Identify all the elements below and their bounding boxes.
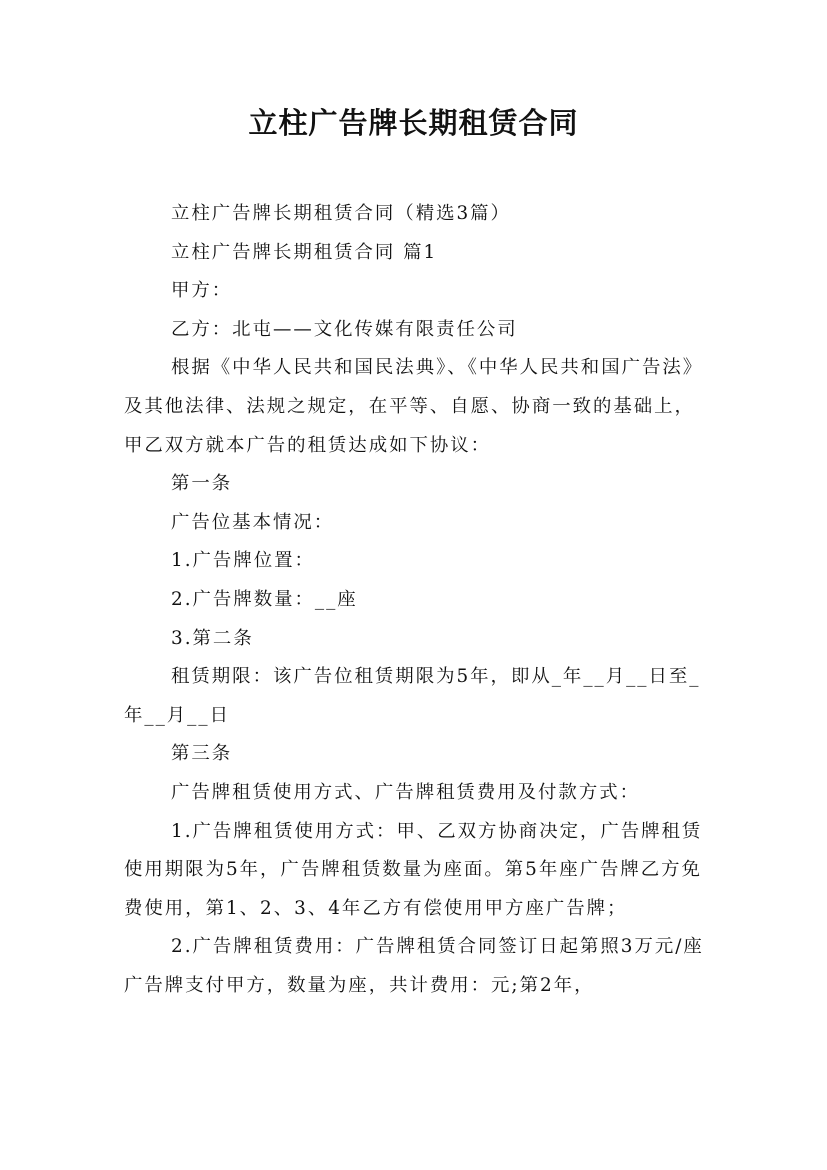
paragraph: 2.广告牌数量：__座 (171, 588, 358, 610)
paragraph: 乙方：北屯——文化传媒有限责任公司 (171, 318, 518, 340)
document-title: 立柱广告牌长期租赁合同 (248, 106, 579, 140)
paragraph: 1.广告牌位置： (171, 550, 315, 572)
paragraph: 广告牌租赁使用方式、广告牌租赁费用及付款方式： (171, 781, 640, 803)
paragraph: 2.广告牌租赁费用：广告牌租赁合同签订日起第照3万元/座广告牌支付甲方，数量为座，共计费用：元;第2年， (124, 936, 704, 996)
paragraph: 甲方： (171, 280, 233, 302)
paragraph: 3.第二条 (171, 627, 254, 649)
paragraph: 立柱广告牌长期租赁合同（精选3篇） (171, 203, 511, 224)
paragraph: 1.广告牌租赁使用方式：甲、乙双方协商决定，广告牌租赁使用期限为5年，广告牌租赁数量为座面。第5年座广告牌乙方免费使用，第1、2、3、4年乙方有偿使用甲方座广告牌； (124, 820, 703, 919)
paragraph: 根据《中华人民共和国民法典》、《中华人民共和国广告法》及其他法律、法规之规定，在平等、自愿、协商一致的基础上，甲乙双方就本广告的租赁达成如下协议： (124, 357, 704, 456)
paragraph: 第三条 (171, 743, 233, 765)
document-body (124, 195, 708, 1005)
paragraph: 立柱广告牌长期租赁合同 篇1 (171, 241, 438, 263)
paragraph: 租赁期限：该广告位租赁期限为5年，即从_年__月__日至_年__月__日 (124, 666, 701, 726)
paragraph: 广告位基本情况： (171, 511, 335, 533)
paragraph: 第一条 (171, 473, 233, 495)
